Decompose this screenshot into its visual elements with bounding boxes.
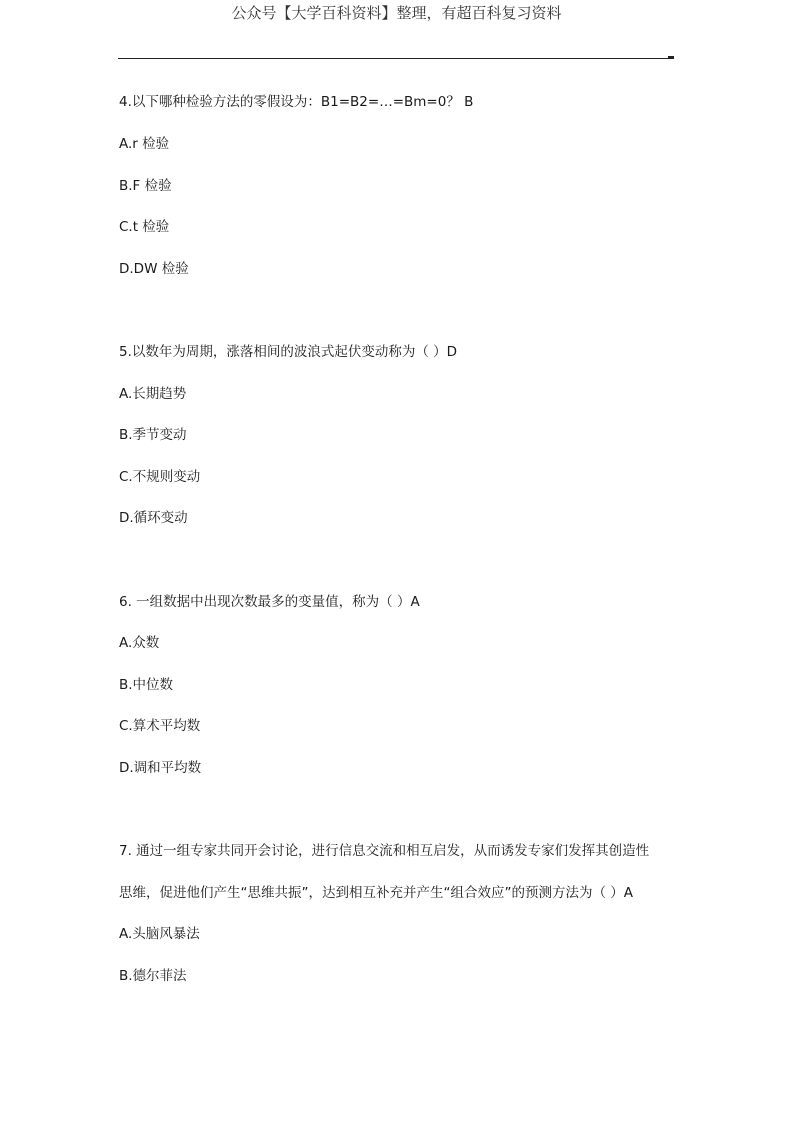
question-5-option-c: C.不规则变动: [119, 469, 201, 485]
question-5-option-b: B.季节变动: [119, 427, 187, 443]
question-6-option-a: A.众数: [119, 635, 160, 651]
question-4-option-a: A.r 检验: [119, 136, 170, 152]
question-4-option-d: D.DW 检验: [119, 261, 189, 277]
question-6-option-d: D.调和平均数: [119, 760, 202, 776]
question-5-option-d: D.循环变动: [119, 510, 188, 526]
header-rule-end: [668, 56, 674, 59]
question-6-stem: 6. 一组数据中出现次数最多的变量值，称为（ ）A: [119, 594, 420, 610]
question-6-option-b: B.中位数: [119, 677, 174, 693]
question-4-option-b: B.F 检验: [119, 178, 172, 194]
question-4-option-c: C.t 检验: [119, 219, 170, 235]
question-4-stem: 4.以下哪种检验方法的零假设为：B1=B2=…=Bm=0？ B: [119, 94, 474, 110]
question-7-option-a: A.头脑风暴法: [119, 926, 200, 942]
question-5-stem: 5.以数年为周期，涨落相间的波浪式起伏变动称为（ ）D: [119, 344, 458, 360]
question-7-stem-line-1: 7. 通过一组专家共同开会讨论，进行信息交流和相互启发，从而诱发专家们发挥其创造性: [119, 843, 650, 859]
header-rule: [118, 58, 673, 59]
question-5-option-a: A.长期趋势: [119, 386, 187, 402]
page-header: 公众号【大学百科资料】整理，有超百科复习资料: [231, 4, 562, 22]
question-7-option-b: B.德尔菲法: [119, 968, 187, 984]
question-6-option-c: C.算术平均数: [119, 718, 201, 734]
question-7-stem-line-2: 思维，促进他们产生“思维共振”，达到相互补充并产生“组合效应”的预测方法为（ ）A: [119, 885, 634, 901]
